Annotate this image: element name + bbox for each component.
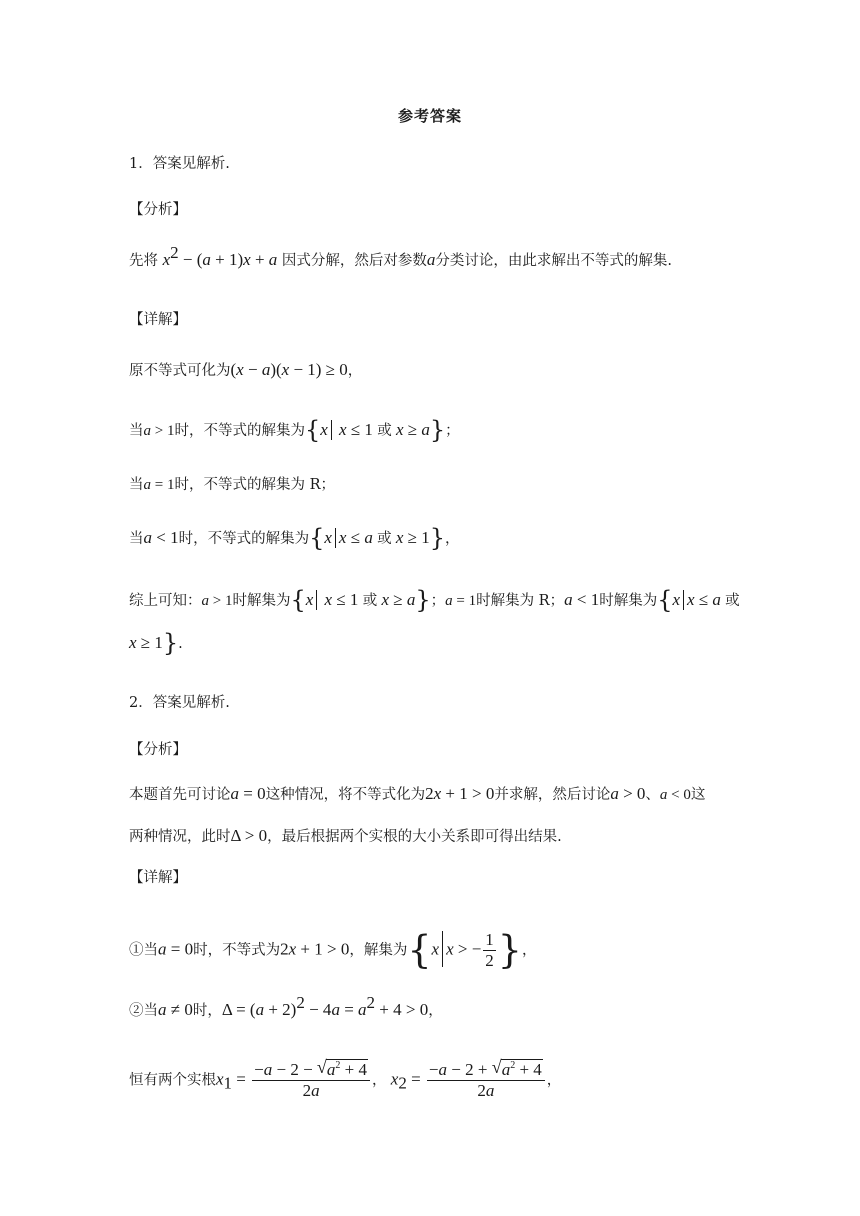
- q1-detail-line-4: 当a < 1时，不等式的解集为{x x ≤ a 或 x ≥ 1}，: [129, 524, 460, 552]
- q2-analysis-label: 【分析】: [129, 742, 187, 758]
- q2-heading: 2．答案见解析.: [129, 695, 230, 711]
- q1-analysis-label: 【分析】: [129, 202, 187, 218]
- q2-case-1: ①当a = 0时，不等式为2x + 1 > 0，解集为{x x > − $\frac{1}{2}$ }，: [129, 927, 537, 972]
- q1-summary-line-1: 综上可知：a > 1时解集为{x x ≤ 1 或 x ≥ a}；a = 1时解集为 R；a < 1时解集为{x x ≤ a 或: [129, 586, 740, 614]
- q1-summary-line-2: x ≥ 1}.: [129, 629, 183, 657]
- q1-detail-line-2: 当a > 1时，不等式的解集为{x x ≤ 1 或 x ≥ a}；: [129, 416, 460, 444]
- q1-detail-line-1: 原不等式可化为(x − a)(x − 1) ≥ 0，: [129, 360, 363, 379]
- q1-analysis-text: 先将 $x^2 - (a + 1)x + a$ 因式分解，然后对参数a分类讨论，由此求解出不等式的解集.: [129, 243, 673, 269]
- q1-heading: 1．答案见解析.: [129, 156, 230, 172]
- q1-detail-line-3: 当a = 1时，不等式的解集为 R；: [129, 477, 335, 493]
- page-title: 参考答案: [397, 107, 462, 125]
- q2-analysis-line-1: 本题首先可讨论a = 0这种情况，将不等式化为2x + 1 > 0并求解，然后讨论a > 0、a < 0这: [129, 784, 706, 803]
- q2-roots: 恒有两个实根$x_1$ = −a − 2 − √ $a^2 + 4$ 2a ， $x_2$ = −a − 2 + √ $a^2 + 4$ 2a ，: [129, 1057, 562, 1100]
- q2-analysis-line-2: 两种情况，此时Δ > 0，最后根据两个实根的大小关系即可得出结果.: [129, 826, 562, 845]
- q2-case-2: ②当a ≠ 0时，$\Delta = (a + 2)^2 - 4a = a^2 + 4 > 0$，: [129, 993, 443, 1019]
- q2-detail-label: 【详解】: [129, 870, 187, 886]
- q1-detail-label: 【详解】: [129, 312, 187, 328]
